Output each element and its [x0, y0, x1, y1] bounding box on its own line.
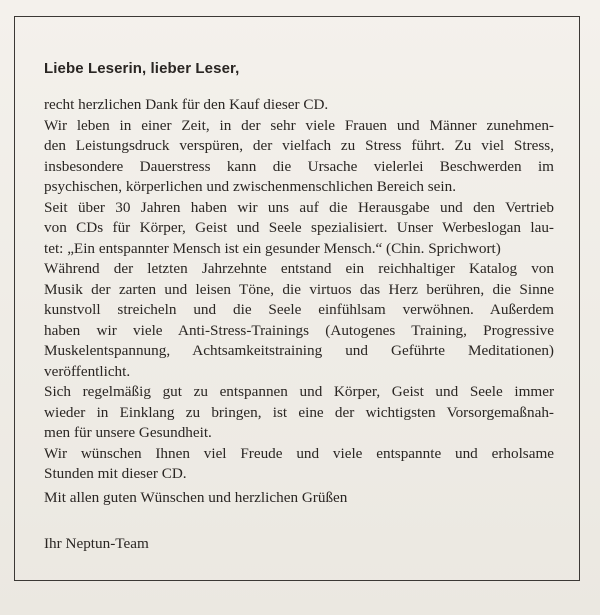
letter-line: den Leistungsdruck verspüren, der vielfach zu Stress führt. Zu viel Stress,: [44, 137, 554, 154]
letter-closing: Mit allen guten Wünschen und herzlichen Grüßen: [44, 489, 348, 506]
letter-signature: Ihr Neptun-Team: [44, 535, 149, 552]
letter-line: wieder in Einklang zu bringen, ist eine der wichtigsten Vorsorgemaßnah-: [44, 403, 554, 421]
letter-line: Musik der zarten und leisen Töne, die virtuos das Herz berühren, die Sinne: [44, 280, 554, 298]
letter-greeting: Liebe Leserin, lieber Leser,: [44, 60, 240, 77]
letter-line: Muskelentspannung, Achtsamkeitstraining und Geführte Meditationen): [44, 342, 554, 359]
letter-line: insbesondere Dauerstress kann die Ursache vielerlei Beschwerden im: [44, 157, 554, 175]
letter-line: tet: „Ein entspannter Mensch ist ein gesunder Mensch.“ (Chin. Sprichwort): [44, 239, 501, 257]
letter-line: Während der letzten Jahrzehnte entstand ein reichhaltiger Katalog von: [44, 260, 554, 277]
letter-line: psychischen, körperlichen und zwischenmenschlichen Bereich sein.: [44, 178, 457, 195]
letter-line: recht herzlichen Dank für den Kauf dieser CD.: [44, 96, 329, 113]
letter-line: von CDs für Körper, Geist und Seele spezialisiert. Unser Werbeslogan lau-: [44, 219, 554, 236]
letter-line: Seit über 30 Jahren haben wir uns auf die Herausgabe und den Vertrieb: [44, 198, 554, 216]
letter-line: Sich regelmäßig gut zu entspannen und Körper, Geist und Seele immer: [44, 383, 554, 400]
letter-line: veröffentlicht.: [44, 362, 131, 380]
letter-line: Stunden mit dieser CD.: [44, 465, 187, 482]
letter-line: haben wir viele Anti-Stress-Trainings (Autogenes Training, Progressive: [44, 321, 554, 339]
letter-line: Wir leben in einer Zeit, in der sehr viele Frauen und Männer zunehmen-: [44, 116, 554, 134]
letter-line: men für unsere Gesundheit.: [44, 424, 212, 441]
letter-line: kunstvoll streicheln und die Seele einfühlsam verwöhnen. Außerdem: [44, 301, 554, 318]
letter-line: Wir wünschen Ihnen viel Freude und viele entspannte und erholsame: [44, 444, 554, 462]
letter-body: [44, 95, 554, 485]
